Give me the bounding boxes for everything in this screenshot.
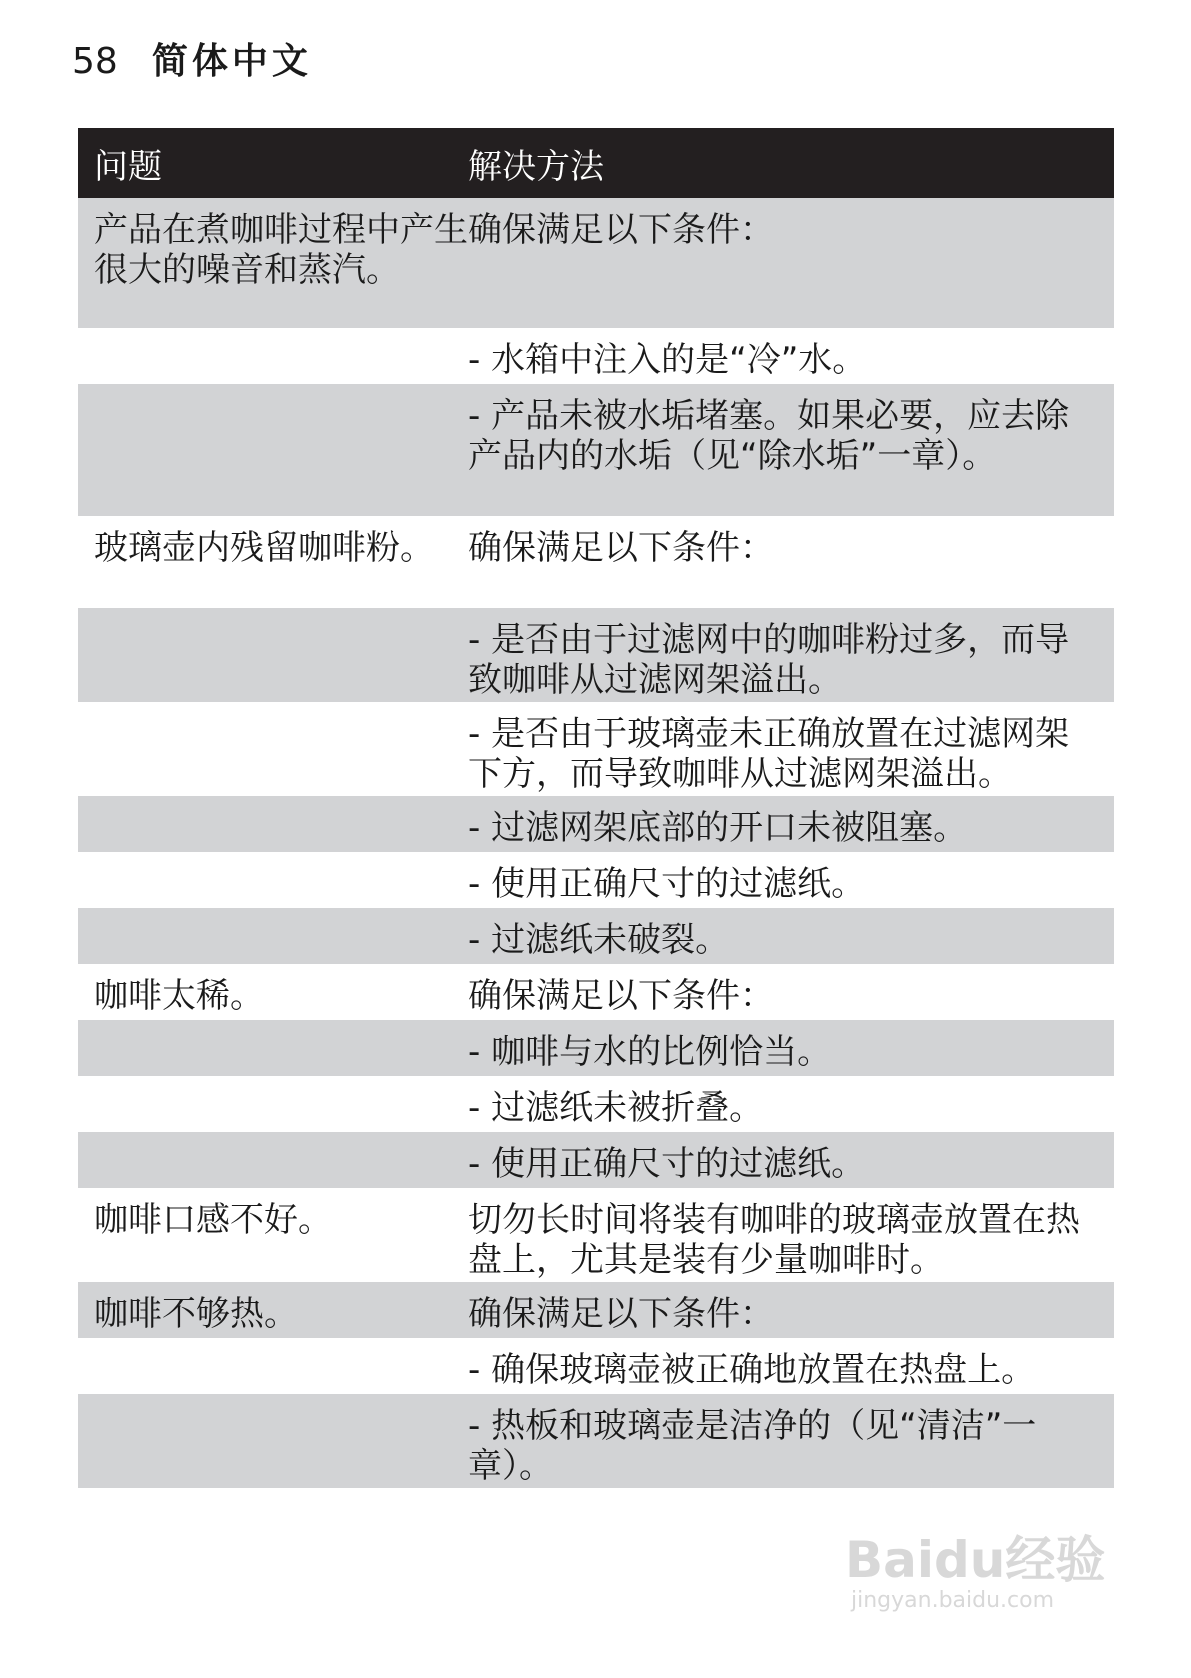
- solution-cell: - 热板和玻璃壶是洁净的（见“清洁”一章）。: [468, 1406, 1037, 1486]
- table-row: [78, 198, 1114, 328]
- solution-cell: 确保满足以下条件：: [468, 210, 774, 250]
- troubleshooting-table: [78, 128, 1114, 1488]
- baidu-jingyan-watermark: [845, 1532, 1105, 1614]
- solution-cell: - 确保玻璃壶被正确地放置在热盘上。: [468, 1350, 1036, 1390]
- table-row: [78, 1076, 1114, 1132]
- problem-cell: 咖啡不够热。: [94, 1294, 298, 1334]
- solution-cell: 切勿长时间将装有咖啡的玻璃壶放置在热盘上，尤其是装有少量咖啡时。: [468, 1200, 1080, 1280]
- table-row: [78, 702, 1114, 796]
- problem-cell: 咖啡太稀。: [94, 976, 264, 1016]
- solution-cell: - 过滤纸未破裂。: [468, 920, 730, 960]
- solution-cell: - 咖啡与水的比例恰当。: [468, 1032, 832, 1072]
- column-header-solution: 解决方法: [468, 146, 604, 187]
- problem-cell: [78, 328, 468, 384]
- solution-cell: 确保满足以下条件：: [468, 1294, 774, 1334]
- table-row: [78, 516, 1114, 608]
- table-row: [78, 796, 1114, 852]
- watermark-url: jingyan.baidu.com: [851, 1588, 1055, 1613]
- table-row: [78, 964, 1114, 1020]
- problem-cell: [78, 1132, 468, 1188]
- problem-cell: [78, 1020, 468, 1076]
- table-row: [78, 908, 1114, 964]
- problem-cell: 产品在煮咖啡过程中产生很大的噪音和蒸汽。: [94, 210, 468, 290]
- table-row: [78, 1188, 1114, 1282]
- page-header: [72, 38, 312, 86]
- table-row: [78, 384, 1114, 516]
- table-row: [78, 608, 1114, 702]
- watermark-brand: Baidu经验: [845, 1531, 1106, 1589]
- problem-cell: [78, 1338, 468, 1394]
- problem-cell: [78, 852, 468, 908]
- solution-cell: 确保满足以下条件：: [468, 976, 774, 1016]
- problem-cell: [78, 1076, 468, 1132]
- table-row: [78, 1132, 1114, 1188]
- page-number: 58: [72, 41, 118, 82]
- page-title: 简体中文: [151, 41, 312, 82]
- solution-cell: - 产品未被水垢堵塞。如果必要，应去除产品内的水垢（见“除水垢”一章）。: [468, 396, 1070, 476]
- table-row: [78, 1394, 1114, 1488]
- table-row: [78, 1020, 1114, 1076]
- table-row: [78, 1338, 1114, 1394]
- solution-cell: - 是否由于过滤网中的咖啡粉过多，而导致咖啡从过滤网架溢出。: [468, 620, 1070, 700]
- problem-cell: [78, 702, 468, 796]
- problem-cell: 咖啡口感不好。: [94, 1200, 332, 1240]
- solution-cell: - 水箱中注入的是“冷”水。: [468, 340, 867, 380]
- solution-cell: - 过滤纸未被折叠。: [468, 1088, 764, 1128]
- table-row: [78, 1282, 1114, 1338]
- problem-cell: [78, 908, 468, 964]
- solution-cell: 确保满足以下条件：: [468, 528, 774, 568]
- problem-cell: [78, 608, 468, 702]
- column-header-problem: 问题: [94, 146, 162, 187]
- solution-cell: - 是否由于玻璃壶未正确放置在过滤网架下方，而导致咖啡从过滤网架溢出。: [468, 714, 1070, 794]
- table-row: [78, 328, 1114, 384]
- solution-cell: - 使用正确尺寸的过滤纸。: [468, 864, 866, 904]
- problem-cell: [78, 796, 468, 852]
- problem-cell: [78, 384, 468, 516]
- table-header: [78, 128, 1114, 198]
- problem-cell: [78, 1394, 468, 1488]
- solution-cell: - 使用正确尺寸的过滤纸。: [468, 1144, 866, 1184]
- problem-cell: 玻璃壶内残留咖啡粉。: [94, 528, 434, 568]
- solution-cell: - 过滤网架底部的开口未被阻塞。: [468, 808, 968, 848]
- table-row: [78, 852, 1114, 908]
